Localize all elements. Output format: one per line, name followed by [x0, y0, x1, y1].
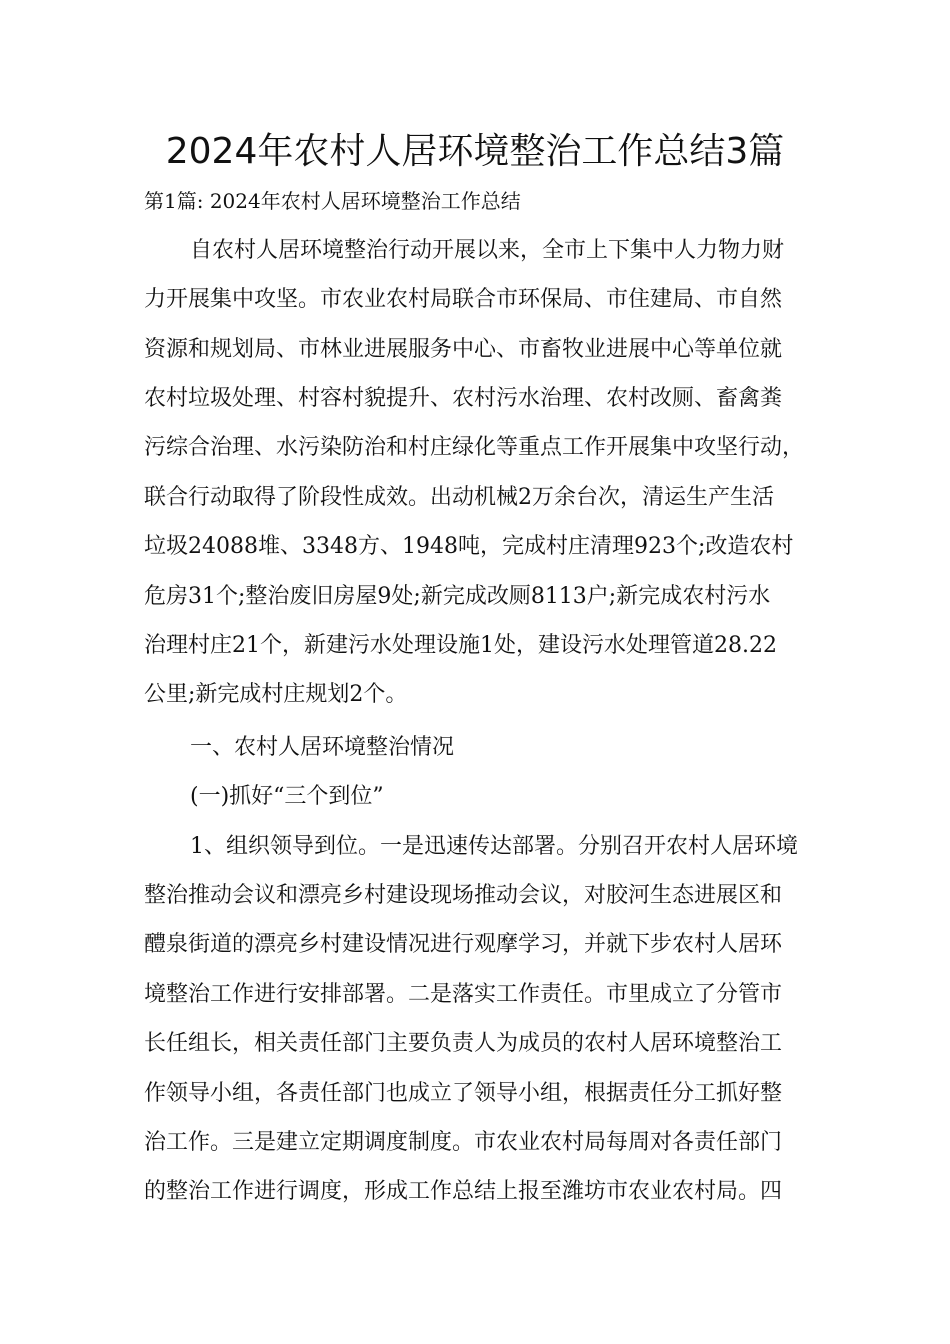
section-heading: 一、农村人居环境整治情况	[190, 735, 455, 760]
paragraph-line: 危房31个;整治废旧房屋9处;新完成改厕8113户;新完成农村污水	[144, 584, 771, 609]
paragraph-line: 长任组长，相关责任部门主要负责人为成员的农村人居环境整治工	[144, 1031, 783, 1056]
paragraph-line: 公里;新完成村庄规划2个。	[144, 682, 408, 707]
paragraph-line: 资源和规划局、市林业进展服务中心、市畜牧业进展中心等单位就	[144, 337, 783, 362]
paragraph-line: 作领导小组，各责任部门也成立了领导小组，根据责任分工抓好整	[144, 1081, 783, 1106]
subsection-heading: (一)抓好“三个到位”	[190, 784, 384, 809]
paragraph-line: 污综合治理、水污染防治和村庄绿化等重点工作开展集中攻坚行动，	[144, 435, 805, 460]
paragraph-line: 联合行动取得了阶段性成效。出动机械2万余台次，清运生产生活	[144, 485, 774, 510]
paragraph-line: 的整治工作进行调度，形成工作总结上报至潍坊市农业农村局。四	[144, 1179, 783, 1204]
paragraph-line: 治工作。三是建立定期调度制度。市农业农村局每周对各责任部门	[144, 1130, 783, 1155]
document-title: 2024年农村人居环境整治工作总结3篇	[165, 131, 785, 172]
paragraph-line: 1、组织领导到位。一是迅速传达部署。分别召开农村人居环境	[190, 834, 798, 859]
paragraph-line: 境整治工作进行安排部署。二是落实工作责任。市里成立了分管市	[144, 982, 783, 1007]
paragraph-line: 治理村庄21个，新建污水处理设施1处，建设污水处理管道28.22	[144, 633, 777, 658]
paragraph-line: 醴泉街道的漂亮乡村建设情况进行观摩学习，并就下步农村人居环	[144, 932, 783, 957]
section-subtitle: 第1篇: 2024年农村人居环境整治工作总结	[144, 189, 521, 213]
paragraph-line: 力开展集中攻坚。市农业农村局联合市环保局、市住建局、市自然	[144, 287, 783, 312]
paragraph-line: 垃圾24088堆、3348方、1948吨，完成村庄清理923个;改造农村	[144, 534, 794, 559]
paragraph-line: 整治推动会议和漂亮乡村建设现场推动会议，对胶河生态进展区和	[144, 883, 783, 908]
paragraph-line: 农村垃圾处理、村容村貌提升、农村污水治理、农村改厕、畜禽粪	[144, 386, 783, 411]
paragraph-line: 自农村人居环境整治行动开展以来，全市上下集中人力物力财	[190, 238, 785, 263]
